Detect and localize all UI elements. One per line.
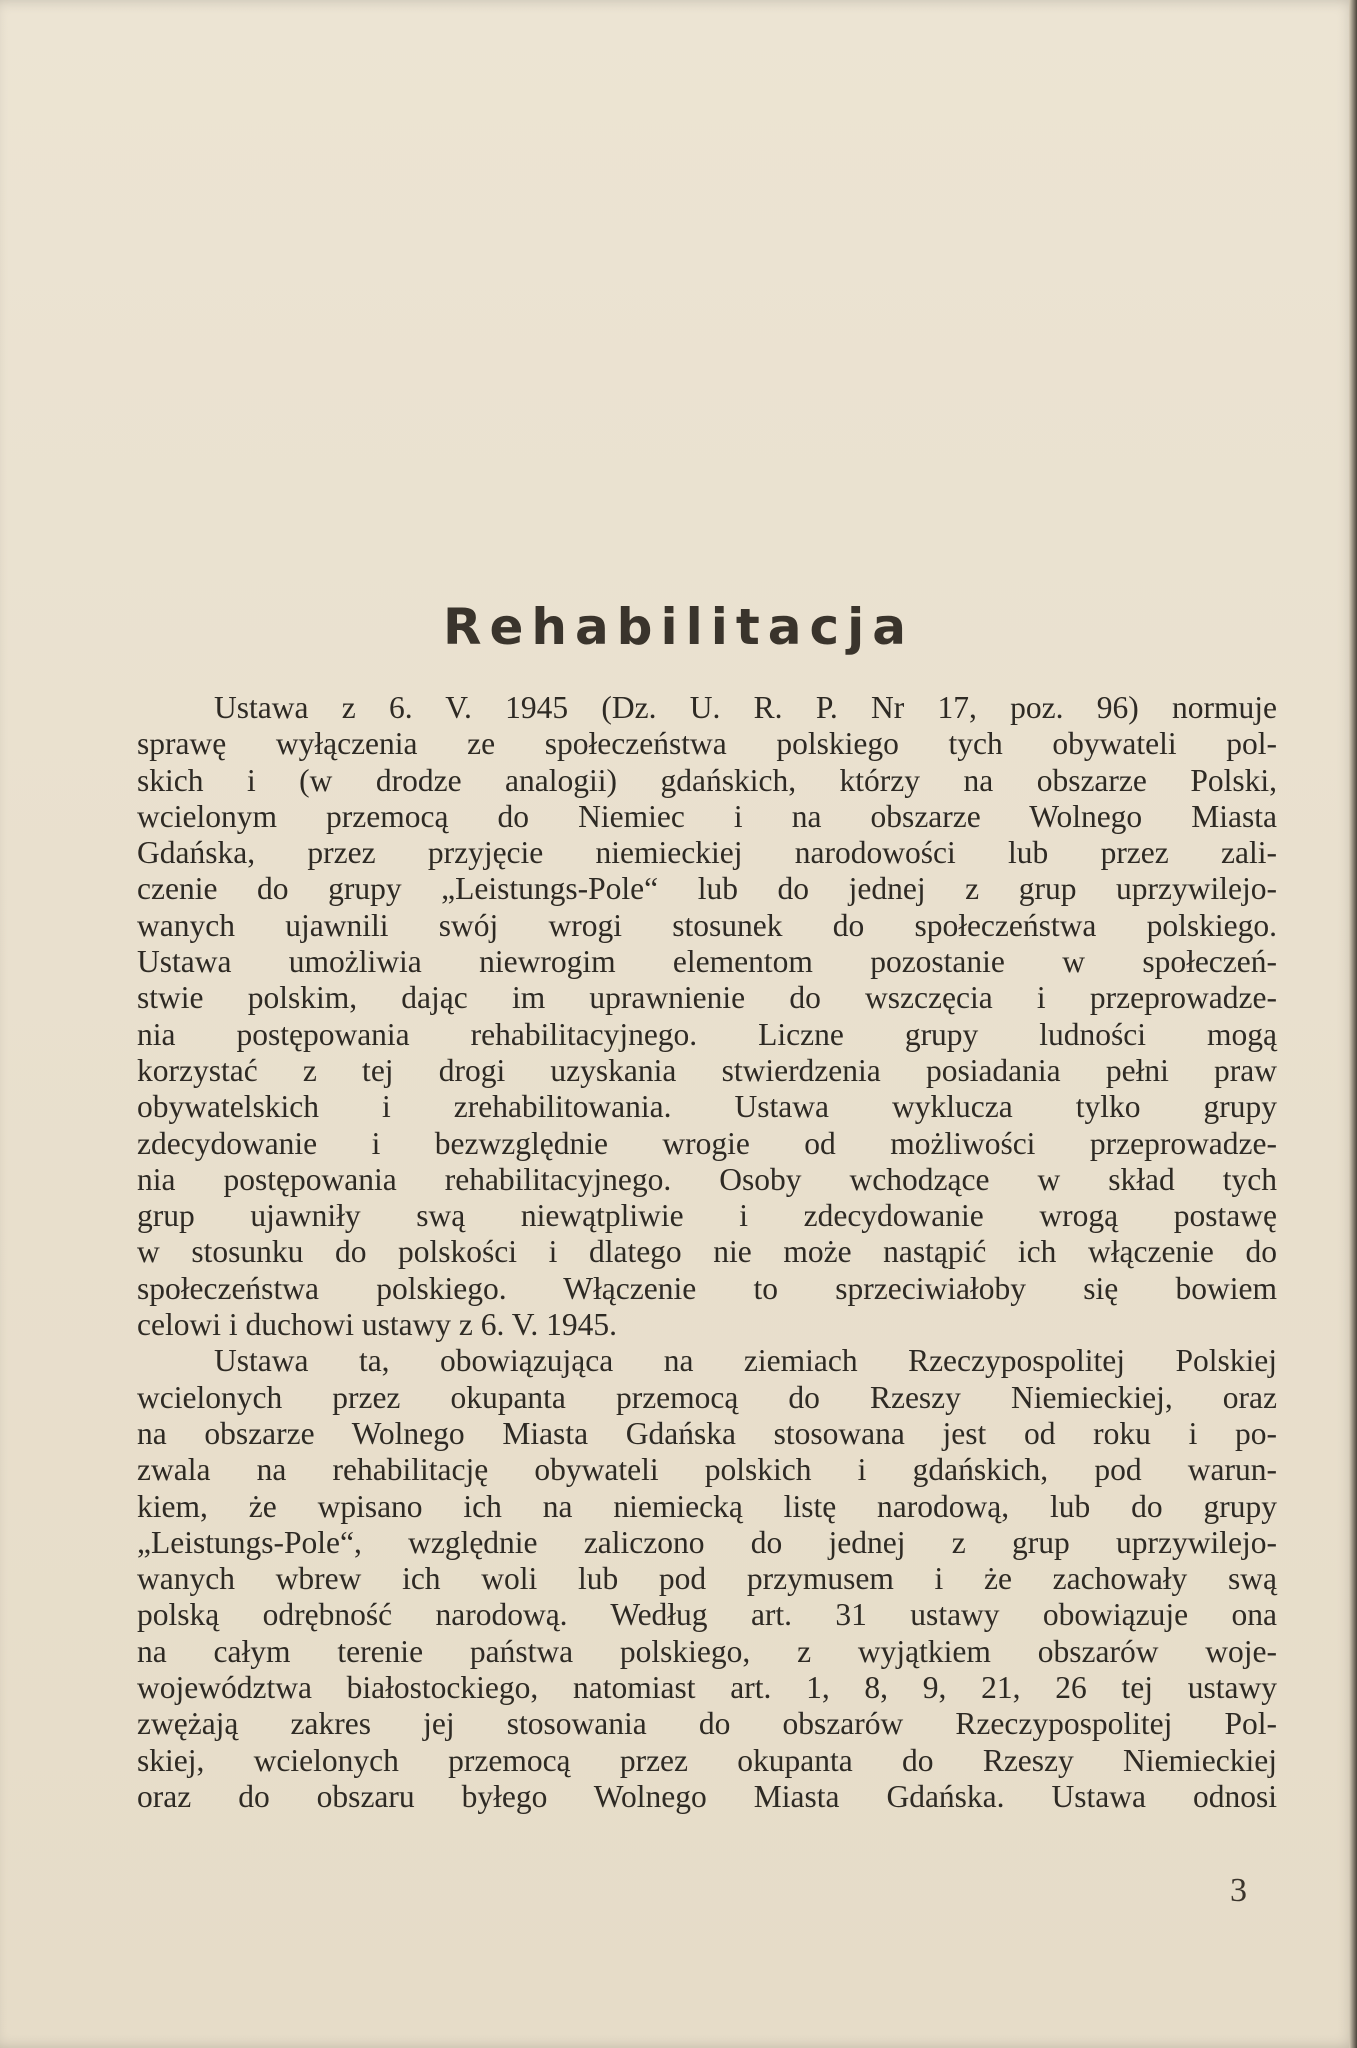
text-line: nia postępowania rehabilitacyjnego. Osoby wchodzące w skład tych	[137, 1161, 1277, 1197]
paragraph-1	[137, 690, 1277, 1343]
text-line: nia postępowania rehabilitacyjnego. Liczne grupy ludności mogą	[137, 1016, 1277, 1052]
text-line: grup ujawniły swą niewątpliwie i zdecydowanie wrogą postawę	[137, 1198, 1277, 1234]
text-line: społeczeństwa polskiego. Włączenie to sprzeciwiałoby się bowiem	[137, 1270, 1277, 1306]
text-line: oraz do obszaru byłego Wolnego Miasta Gdańska. Ustawa odnosi	[137, 1778, 1277, 1814]
text-line: sprawę wyłączenia ze społeczeństwa polskiego tych obywateli pol-	[137, 726, 1277, 762]
paragraph-2	[137, 1343, 1277, 1815]
text-line: celowi i duchowi ustawy z 6. V. 1945.	[137, 1307, 618, 1343]
text-line: wanych wbrew ich woli lub pod przymusem i że zachowały swą	[137, 1561, 1277, 1597]
text-line: na całym terenie państwa polskiego, z wyjątkiem obszarów woje-	[137, 1633, 1277, 1669]
text-line: polską odrębność narodową. Według art. 31 ustawy obowiązuje ona	[137, 1597, 1277, 1633]
text-line: Ustawa umożliwia niewrogim elementom pozostanie w społeczeń-	[137, 944, 1277, 980]
chapter-title: Rehabilitacja	[442, 598, 915, 656]
text-line: wcielonym przemocą do Niemiec i na obszarze Wolnego Miasta	[137, 798, 1277, 834]
text-line: czenie do grupy „Leistungs-Pole“ lub do jednej z grup uprzywilejo-	[137, 871, 1277, 907]
text-line: Ustawa ta, obowiązująca na ziemiach Rzeczypospolitej Polskiej	[214, 1343, 1277, 1379]
page-number: 3	[1230, 1872, 1247, 1909]
text-line: zwężają zakres jej stosowania do obszarów Rzeczypospolitej Pol-	[137, 1706, 1277, 1742]
text-line: w stosunku do polskości i dlatego nie może nastąpić ich włączenie do	[137, 1234, 1277, 1270]
text-line: „Leistungs-Pole“, względnie zaliczono do jednej z grup uprzywilejo-	[137, 1524, 1277, 1560]
text-line: Gdańska, przez przyjęcie niemieckiej narodowości lub przez zali-	[137, 835, 1277, 871]
text-line: na obszarze Wolnego Miasta Gdańska stosowana jest od roku i po-	[137, 1415, 1277, 1451]
text-line: Ustawa z 6. V. 1945 (Dz. U. R. P. Nr 17, poz. 96) normuje	[214, 690, 1277, 725]
body-text	[137, 690, 1277, 1815]
text-line: korzystać z tej drogi uzyskania stwierdzenia posiadania pełni praw	[137, 1052, 1277, 1088]
text-line: zwala na rehabilitację obywateli polskich i gdańskich, pod warun-	[137, 1452, 1277, 1488]
text-line: wcielonych przez okupanta przemocą do Rzeszy Niemieckiej, oraz	[137, 1379, 1277, 1415]
text-line: obywatelskich i zrehabilitowania. Ustawa wyklucza tylko grupy	[137, 1089, 1277, 1125]
text-line: województwa białostockiego, natomiast art. 1, 8, 9, 21, 26 tej ustawy	[137, 1670, 1277, 1706]
text-line: skich i (w drodze analogii) gdańskich, którzy na obszarze Polski,	[137, 762, 1277, 798]
page-edge	[1349, 0, 1357, 2048]
text-line: kiem, że wpisano ich na niemiecką listę narodową, lub do grupy	[137, 1488, 1277, 1524]
text-line: stwie polskim, dając im uprawnienie do wszczęcia i przeprowadze-	[137, 980, 1277, 1016]
text-line: skiej, wcielonych przemocą przez okupanta do Rzeszy Niemieckiej	[137, 1742, 1277, 1778]
text-line: wanych ujawnili swój wrogi stosunek do społeczeństwa polskiego.	[137, 907, 1277, 943]
text-line: zdecydowanie i bezwzględnie wrogie od możliwości przeprowadze-	[137, 1125, 1277, 1161]
